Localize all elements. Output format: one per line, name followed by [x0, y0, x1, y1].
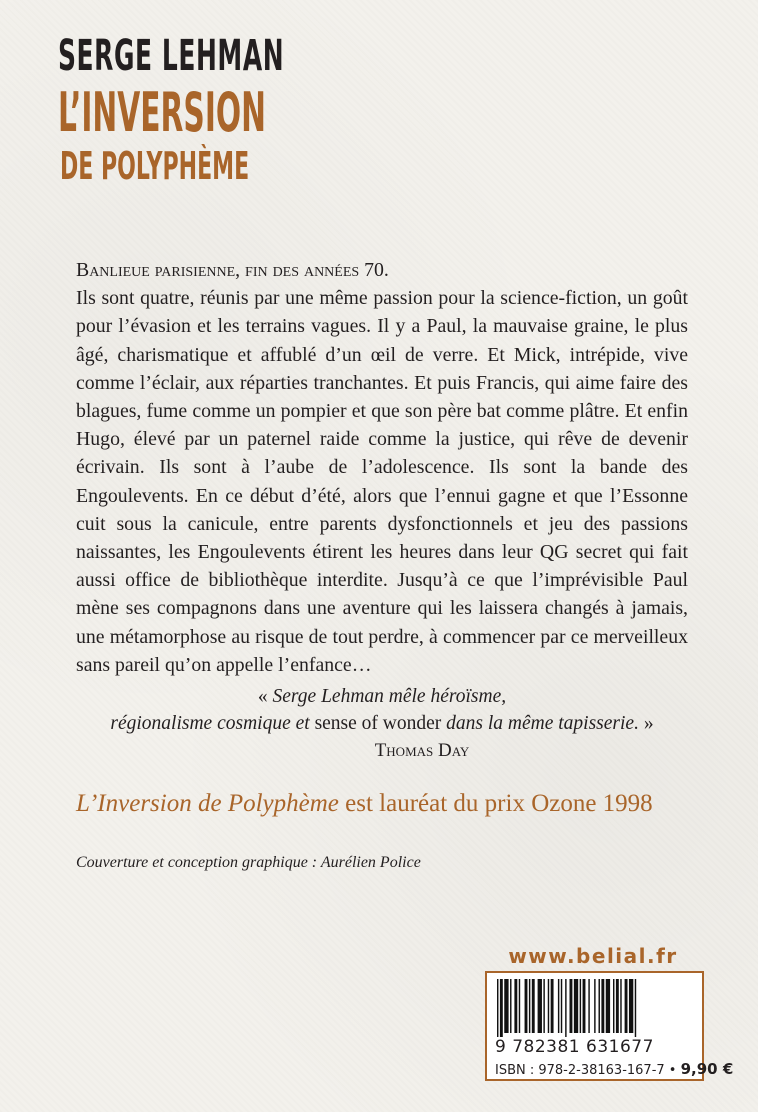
barcode-bar	[583, 979, 586, 1033]
barcode-bar	[570, 979, 573, 1033]
barcode-bar	[574, 979, 578, 1033]
prize-book-title: L’Inversion de Polyphème	[76, 790, 339, 817]
barcode-bar	[529, 979, 530, 1033]
prize-line	[76, 790, 716, 818]
barcode-box	[485, 971, 734, 1081]
quote-part2: régionalisme cosmique et	[110, 713, 310, 734]
cover-credits: Couverture et conception graphique : Aurélien Police	[76, 854, 421, 871]
review-quote	[76, 683, 688, 764]
barcode-image	[495, 979, 695, 1037]
quote-line2	[76, 710, 688, 737]
barcode-bar	[620, 979, 621, 1033]
barcode-bar	[580, 979, 581, 1033]
blurb-text: Ils sont quatre, réunis par une même passion pour la science-fiction, un goût pour l’évasion et les terrains vagues. Il y a Paul, la mauvaise graine, le plus âgé, charismatique et affublé d’un œil de verre. Et Mick, intrépide, vive comme l’éclair, aux réparties tranchantes. Et puis Francis, qui aime faire des blagues, fume comme un pompier et que son père bat comme plâtre. Et enfin Hugo, élevé par un paternel raide comme la justice, qui rêve de devenir écrivain. Ils sont à l’aube de l’adolescence. Ils sont la bande des Engoulevents. En ce début d’été, alors que l’ennui gagne et que l’Essonne cuit sous la canicule, entre parents dysfonctionnels et jeu des passions naissantes, les Engoulevents étirent les heures dans leur QG secret qui fait aussi office de bibliothèque interdite. Jusqu’à ce que l’imprévisible Paul mène ses compagnons dans une aventure qui les laissera changés à jamais, une métamorphose au risque de tout perdre, à commencer par ce merveilleux sans pareil qu’on appelle l’enfance…	[76, 287, 688, 676]
barcode-bar	[629, 979, 633, 1033]
barcode-bar	[561, 979, 562, 1033]
quote-credit: Thomas Day	[374, 740, 470, 761]
quote-part3: sense of wonder	[309, 713, 447, 734]
quote-open-mark: «	[257, 686, 273, 707]
barcode-bar	[616, 979, 619, 1033]
barcode-bar	[551, 979, 554, 1033]
barcode-bar	[635, 979, 636, 1037]
barcode-bar	[519, 979, 520, 1033]
barcode-bar	[613, 979, 614, 1033]
cover-header	[58, 30, 448, 188]
barcode-bar	[588, 979, 589, 1033]
barcode-bar	[504, 979, 508, 1033]
barcode-bar	[500, 979, 503, 1037]
isbn-price-line	[495, 1060, 734, 1078]
book-title-line1: L’INVERSION	[58, 81, 266, 144]
quote-part4: dans la même tapisserie.	[446, 713, 639, 734]
price: 9,90 €	[680, 1060, 734, 1078]
barcode-bar	[601, 979, 604, 1033]
barcode-bar	[538, 979, 542, 1033]
blurb	[76, 256, 688, 679]
barcode-bar	[565, 979, 566, 1037]
prize-text: est lauréat du prix Ozone 1998	[338, 790, 653, 817]
barcode-bar	[532, 979, 535, 1033]
book-title-line2: DE POLYPHÈME	[60, 144, 250, 188]
isbn-number: ISBN : 978-2-38163-167-7 •	[495, 1063, 681, 1078]
barcode-bar	[599, 979, 600, 1033]
barcode-bar	[543, 979, 544, 1033]
publisher-website-link[interactable]: www.belial.fr	[508, 944, 678, 968]
barcode-bar	[625, 979, 628, 1033]
barcode-bar	[525, 979, 528, 1033]
blurb-lead: Banlieue parisienne, fin des années 70.	[76, 259, 389, 281]
barcode-bar	[514, 979, 517, 1033]
barcode-bar	[558, 979, 559, 1033]
author-name: SERGE LEHMAN	[58, 31, 285, 81]
barcode-bar	[594, 979, 595, 1033]
barcode-bar	[548, 979, 549, 1033]
barcode-bar	[510, 979, 511, 1033]
barcode-digits: 9 782381 631677	[495, 1037, 654, 1057]
quote-close-mark: »	[638, 713, 654, 734]
barcode-bar	[606, 979, 610, 1033]
barcode-bar	[497, 979, 498, 1037]
quote-line1	[76, 683, 688, 710]
quote-part1: Serge Lehman mêle héroïsme,	[272, 686, 507, 707]
